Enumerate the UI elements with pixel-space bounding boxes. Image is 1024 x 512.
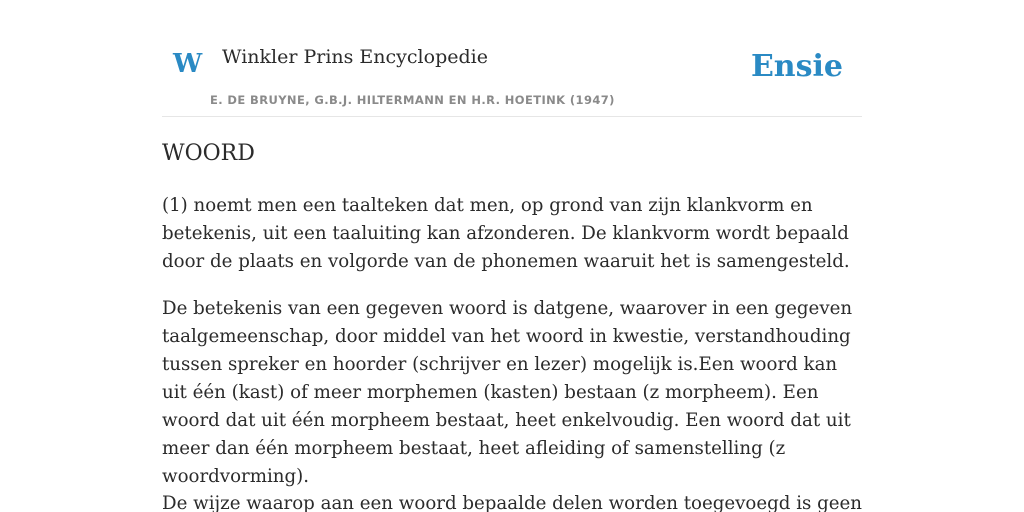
source-logo-icon[interactable]: W bbox=[173, 49, 203, 79]
article-headword: WOORD bbox=[162, 141, 255, 166]
source-header bbox=[162, 0, 862, 117]
source-title[interactable]: Winkler Prins Encyclopedie bbox=[222, 46, 488, 68]
article-paragraph: (1) noemt men een taalteken dat men, op grond van zijn klankvorm en betekenis, uit een taaluiting kan afzonderen. De klankvorm wordt bepaald door de plaats en volgorde van de phonemen waaruit het is samengesteld. bbox=[162, 195, 850, 272]
page-container bbox=[162, 0, 863, 512]
article-paragraph: De wijze waarop aan een woord bepaalde delen worden toegevoegd is geen bbox=[162, 493, 863, 512]
article-paragraph: De betekenis van een gegeven woord is datgene, waarover in een gegeven taalgemeenschap, door middel van het woord in kwestie, verstandhouding tussen spreker en hoorder (schrijver en lezer) mogelijk is.Een woord kan uit één (kast) of meer morphemen (kasten) bestaan (z morpheem). Een woord dat uit één morpheem bestaat, heet enkelvoudig. Een woord dat uit meer dan één morpheem bestaat, heet afleiding of samenstelling (z woordvorming). bbox=[162, 298, 853, 487]
source-authors: E. DE BRUYNE, G.B.J. HILTERMANN EN H.R. HOETINK (1947) bbox=[210, 93, 615, 107]
brand-logo[interactable]: Ensie bbox=[750, 49, 843, 84]
